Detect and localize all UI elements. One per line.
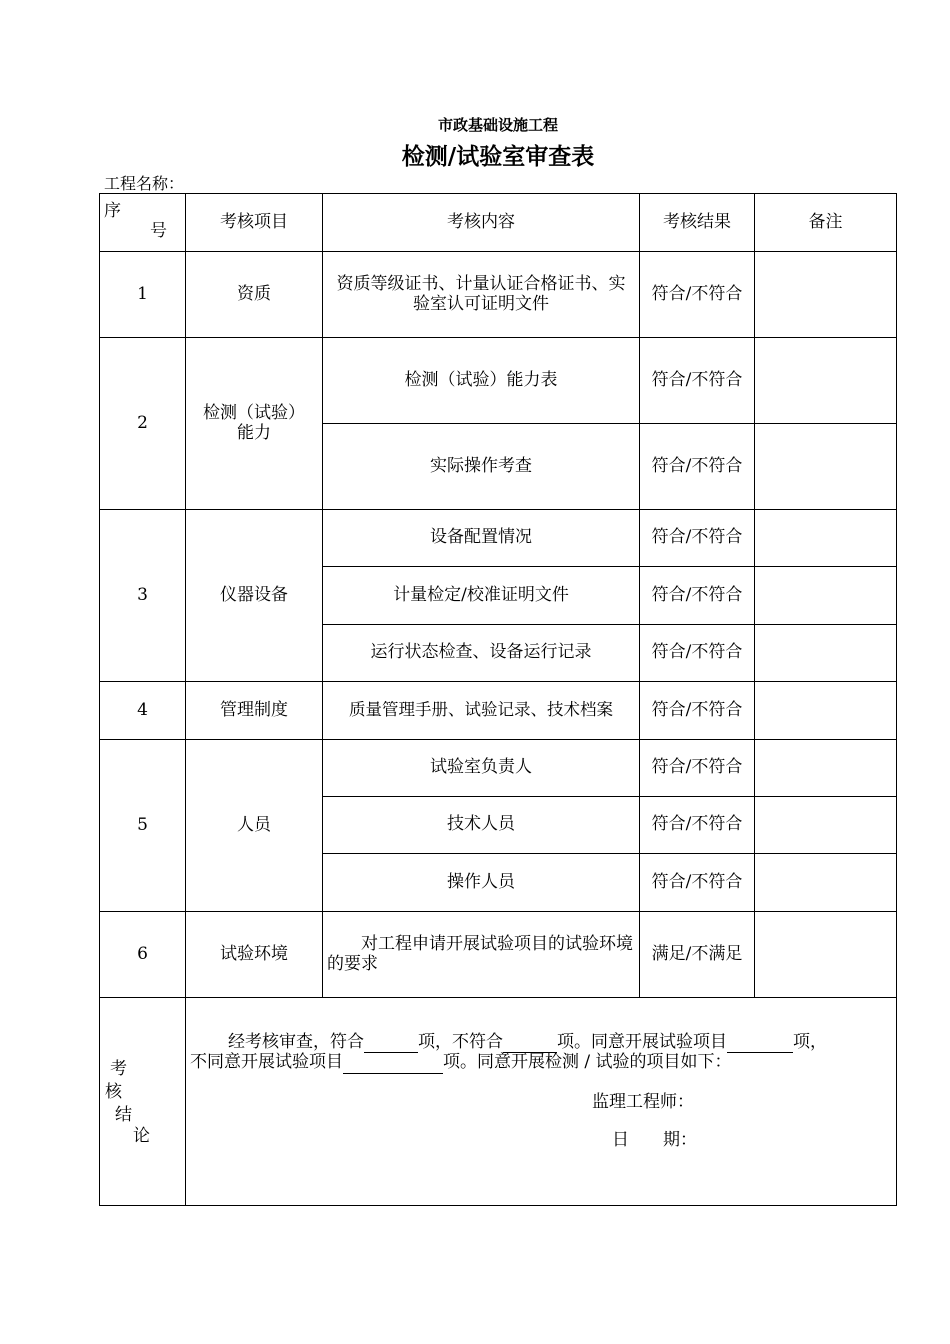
row-number: 2 [100, 338, 186, 510]
row-result[interactable]: 符合/不符合 [640, 740, 755, 797]
page-subtitle: 市政基础设施工程 [437, 116, 558, 134]
table-row [100, 252, 897, 338]
row-number: 4 [100, 682, 186, 740]
table-row [100, 740, 897, 797]
row-remark[interactable] [755, 252, 897, 338]
row-content: 质量管理手册、试验记录、技术档案 [323, 682, 640, 740]
table-header-row [100, 194, 897, 252]
row-result[interactable]: 符合/不符合 [640, 567, 755, 625]
supervisor-signature-label: 监理工程师： [592, 1091, 694, 1112]
row-content: 对工程申请开展试验项目的试验环境的要求 [323, 912, 640, 998]
conclusion-label-char: 核 [105, 1081, 122, 1102]
header-remark: 备注 [755, 194, 897, 252]
header-result: 考核结果 [640, 194, 755, 252]
row-content: 技术人员 [323, 797, 640, 854]
header-seq-bottom: 号 [150, 221, 167, 241]
row-item: 资质 [186, 252, 323, 338]
conclusion-label-char: 考 [110, 1058, 127, 1079]
row-result[interactable]: 满足/不满足 [640, 912, 755, 998]
table-row [100, 682, 897, 740]
row-result[interactable]: 符合/不符合 [640, 252, 755, 338]
row-result[interactable]: 符合/不符合 [640, 854, 755, 912]
row-remark[interactable] [755, 797, 897, 854]
conclusion-text: 经考核审查，符合 项，不符合 项。同意开展试验项目 项， 不同意开展试验项目 项。同意开展检测 / 试验的项目如下： [190, 1031, 827, 1073]
row-remark[interactable] [755, 854, 897, 912]
row-remark[interactable] [755, 625, 897, 682]
row-remark[interactable] [755, 424, 897, 510]
fail-count-blank[interactable] [503, 1033, 557, 1054]
row-remark[interactable] [755, 510, 897, 567]
row-result[interactable]: 符合/不符合 [640, 510, 755, 567]
row-result[interactable]: 符合/不符合 [640, 797, 755, 854]
conclusion-label-char: 结 [115, 1104, 132, 1125]
row-item: 人员 [186, 740, 323, 912]
row-content: 资质等级证书、计量认证合格证书、实验室认可证明文件 [323, 252, 640, 338]
conclusion-row [100, 998, 897, 1206]
row-remark[interactable] [755, 567, 897, 625]
conclusion-label-char: 论 [133, 1125, 150, 1146]
row-remark[interactable] [755, 682, 897, 740]
table-row [100, 338, 897, 424]
row-number: 6 [100, 912, 186, 998]
pass-count-blank[interactable] [364, 1033, 418, 1054]
row-remark[interactable] [755, 912, 897, 998]
row-item: 管理制度 [186, 682, 323, 740]
header-content: 考核内容 [323, 194, 640, 252]
row-item: 仪器设备 [186, 510, 323, 682]
row-content: 运行状态检查、设备运行记录 [323, 625, 640, 682]
review-table [99, 193, 897, 1206]
row-content: 设备配置情况 [323, 510, 640, 567]
header-item: 考核项目 [186, 194, 323, 252]
rejected-count-blank[interactable] [343, 1053, 443, 1074]
row-content: 试验室负责人 [323, 740, 640, 797]
row-result[interactable]: 符合/不符合 [640, 682, 755, 740]
date-label: 日 期： [612, 1129, 697, 1150]
row-item: 试验环境 [186, 912, 323, 998]
approved-count-blank[interactable] [727, 1033, 793, 1054]
header-seq-top: 序 [104, 201, 121, 221]
row-content: 检测（试验）能力表 [323, 338, 640, 424]
row-content: 操作人员 [323, 854, 640, 912]
header-seq [100, 194, 186, 252]
row-content: 实际操作考查 [323, 424, 640, 510]
row-remark[interactable] [755, 740, 897, 797]
conclusion-label-cell [100, 998, 186, 1206]
conclusion-body-cell [186, 998, 897, 1206]
row-remark[interactable] [755, 338, 897, 424]
row-content: 计量检定/校准证明文件 [323, 567, 640, 625]
table-row [100, 912, 897, 998]
row-number: 3 [100, 510, 186, 682]
project-name-label: 工程名称： [104, 174, 185, 193]
table-row [100, 510, 897, 567]
row-number: 1 [100, 252, 186, 338]
page-title: 检测/试验室审查表 [401, 144, 595, 170]
row-item: 检测（试验）能力 [186, 338, 323, 510]
row-result[interactable]: 符合/不符合 [640, 424, 755, 510]
row-result[interactable]: 符合/不符合 [640, 338, 755, 424]
row-number: 5 [100, 740, 186, 912]
row-result[interactable]: 符合/不符合 [640, 625, 755, 682]
